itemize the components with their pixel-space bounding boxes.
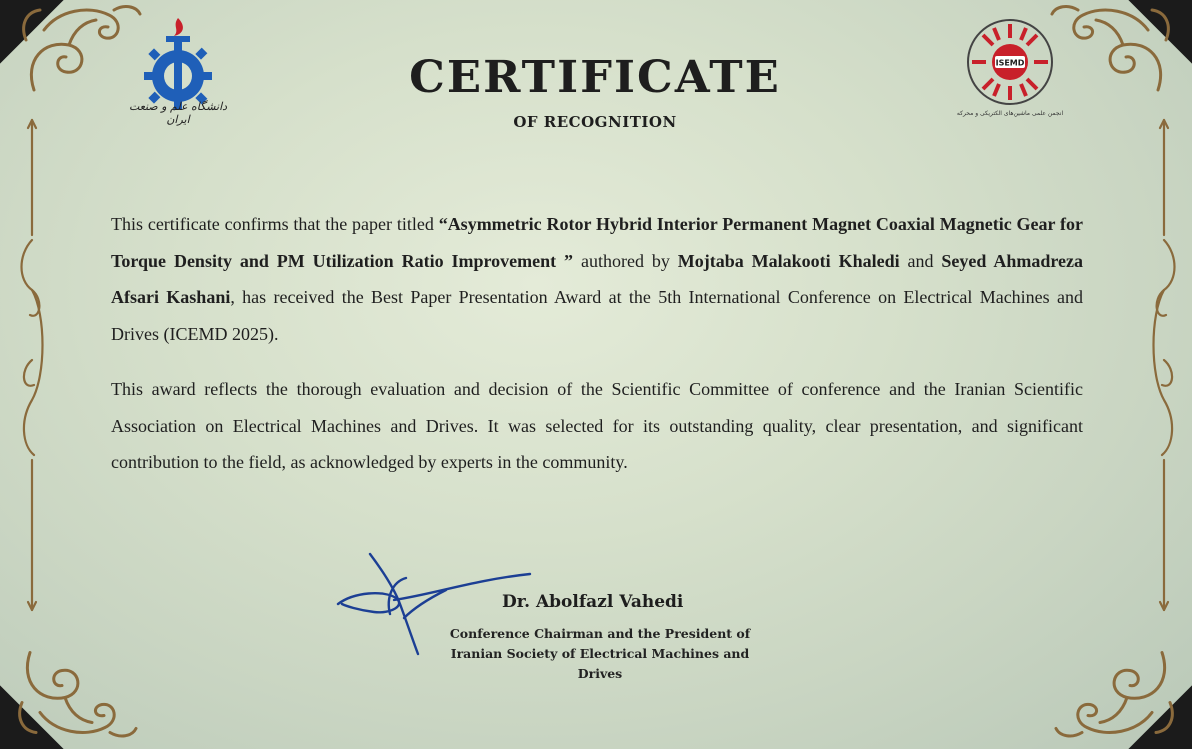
award-description-paragraph: This award reflects the thorough evaluation and decision of the Scientific Committee of conference and the Iranian Scientific Association on Electrical Machines and Drives. It was selected for its outstanding quality, clear presentation, and significant contribution to the field, as acknowledged by experts in the community. — [111, 379, 1083, 472]
isemd-logo — [964, 16, 1056, 108]
paper-title: “Asymmetric Rotor Hybrid Interior Permanent Magnet Coaxial Magnetic Gear for Torque Density and PM Utilization Ratio Improvement ” — [111, 214, 1083, 271]
isemd-logo-icon — [964, 16, 1056, 108]
signer-name: Dr. Abolfazl Vahedi — [502, 592, 684, 612]
isemd-badge-text: ISEMD — [995, 58, 1025, 68]
left-border-ornament-icon — [14, 115, 50, 620]
corner-ornament-bottom-right-icon — [1052, 640, 1182, 745]
citation-text-4: , has received the Best Paper Presentation Award at the 5th International Conference on Electrical Machines and Drives (ICEMD 2025). — [111, 287, 1083, 344]
citation-paragraph — [111, 206, 1083, 352]
citation-text-1: This certificate confirms that the paper titled — [111, 214, 439, 234]
signer-role — [430, 624, 770, 684]
corner-ornament-bottom-left-icon — [10, 640, 140, 745]
author-1: Mojtaba Malakooti Khaledi — [677, 250, 900, 271]
corner-ornament-top-left-icon — [14, 0, 144, 100]
right-border-ornament-icon — [1146, 115, 1182, 620]
citation-text-2: authored by — [573, 250, 678, 271]
author-2: Seyed Ahmadreza Afsari Kashani — [111, 250, 1083, 307]
isemd-logo-caption: انجمن علمی ماشین‌های الکتریکی و محرکه — [956, 110, 1064, 117]
university-gear-torch-logo-icon — [128, 14, 228, 114]
certificate-subtitle: OF RECOGNITION — [513, 113, 677, 131]
certificate-title: CERTIFICATE — [409, 52, 781, 103]
corner-ornament-top-right-icon — [1048, 0, 1178, 100]
university-logo-caption: دانشگاه علم و صنعت ایران — [128, 100, 228, 126]
signer-role-line-2: Iranian Society of Electrical Machines and Drives — [450, 646, 750, 681]
citation-text-3: and — [899, 250, 942, 271]
signer-role-line-1: Conference Chairman and the President of — [449, 626, 751, 641]
